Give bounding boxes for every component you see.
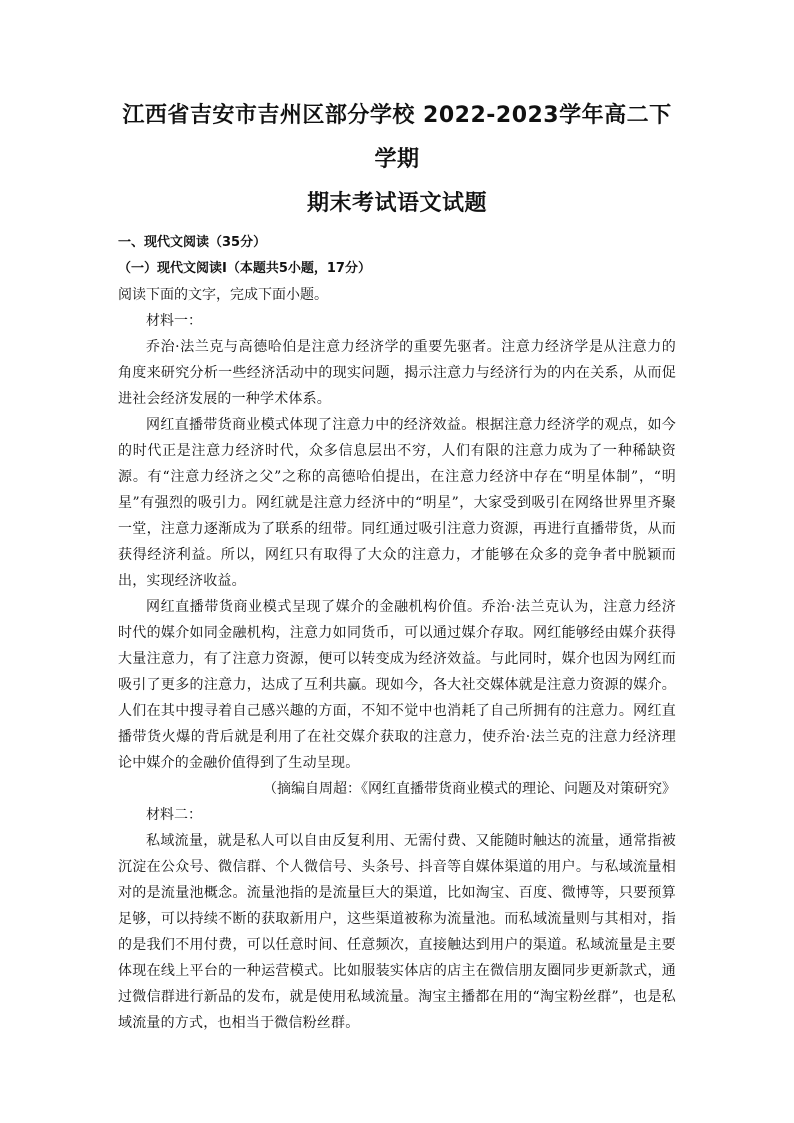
subsection-heading: （一）现代文阅读Ⅰ（本题共5小题，17分）: [118, 261, 371, 276]
document-title-line1: 江西省吉安市吉州区部分学校 2022-2023学年高二下学期: [122, 103, 672, 172]
material-two-paragraph-1: 私域流量，就是私人可以自由反复利用、无需付费、又能随时触达的流量，通常指被沉淀在公众号、微信群、个人微信号、头条号、抖音等自媒体渠道的用户。与私域流量相对的是流量池概念。流量池指的是流量巨大的渠道，比如淘宝、百度、微博等，只要预算足够，可以持续不断的获取新用户，这些渠道被称为流量池。而私域流量则与其相对，指的是我们不用付费，可以任意时间、任意频次，直接触达到用户的渠道。私域流量是主要体现在线上平台的一种运营模式。比如服装实体店的店主在微信朋友圈同步更新款式，通过微信群进行新品的发布，就是使用私域流量。淘宝主播都在用的“淘宝粉丝群”，也是私域流量的方式，也相当于微信粉丝群。: [118, 833, 676, 1031]
material-one-label: 材料一：: [146, 313, 202, 329]
document-title-line2: 期末考试语文试题: [306, 191, 487, 216]
material-one-paragraph-3: 网红直播带货商业模式呈现了媒介的金融机构价值。乔治·法兰克认为，注意力经济时代的媒介如同金融机构，注意力如同货币，可以通过媒介存取。网红能够经由媒介获得大量注意力，有了注意力资源，便可以转变成为经济效益。与此同时，媒介也因为网红而吸引了更多的注意力，达成了互利共赢。现如今，各大社交媒体就是注意力资源的媒介。人们在其中搜寻着自己感兴趣的方面，不知不觉中也消耗了自己所拥有的注意力。网红直播带货火爆的背后就是利用了在社交媒介获取的注意力，使乔治·法兰克的注意力经济理论中媒介的金融价值得到了生动呈现。: [118, 599, 676, 771]
section-heading: 一、现代文阅读（35分）: [118, 235, 267, 250]
reading-instruction: 阅读下面的文字，完成下面小题。: [118, 287, 328, 303]
material-two-label: 材料二：: [146, 807, 202, 823]
material-one-paragraph-2: 网红直播带货商业模式体现了注意力中的经济效益。根据注意力经济学的观点，如今的时代正是注意力经济时代，众多信息层出不穷，人们有限的注意力成为了一种稀缺资源。有“注意力经济之父”之称的高德哈伯提出，在注意力经济中存在“明星体制”，“明星”有强烈的吸引力。网红就是注意力经济中的“明星”，大家受到吸引在网络世界里齐聚一堂，注意力逐渐成为了联系的纽带。同红通过吸引注意力资源，再进行直播带货，从而获得经济利益。所以，网红只有取得了大众的注意力，才能够在众多的竞争者中脱颖而出，实现经济收益。: [118, 417, 676, 589]
material-one-source: （摘编自周超：《网红直播带货商业模式的理论、问题及对策研究》: [263, 781, 676, 797]
material-one-paragraph-1: 乔治·法兰克与高德哈伯是注意力经济学的重要先驱者。注意力经济学是从注意力的角度来研究分析一些经济活动中的现实问题，揭示注意力与经济行为的内在关系，从而促进社会经济发展的一种学术体系。: [118, 339, 676, 407]
